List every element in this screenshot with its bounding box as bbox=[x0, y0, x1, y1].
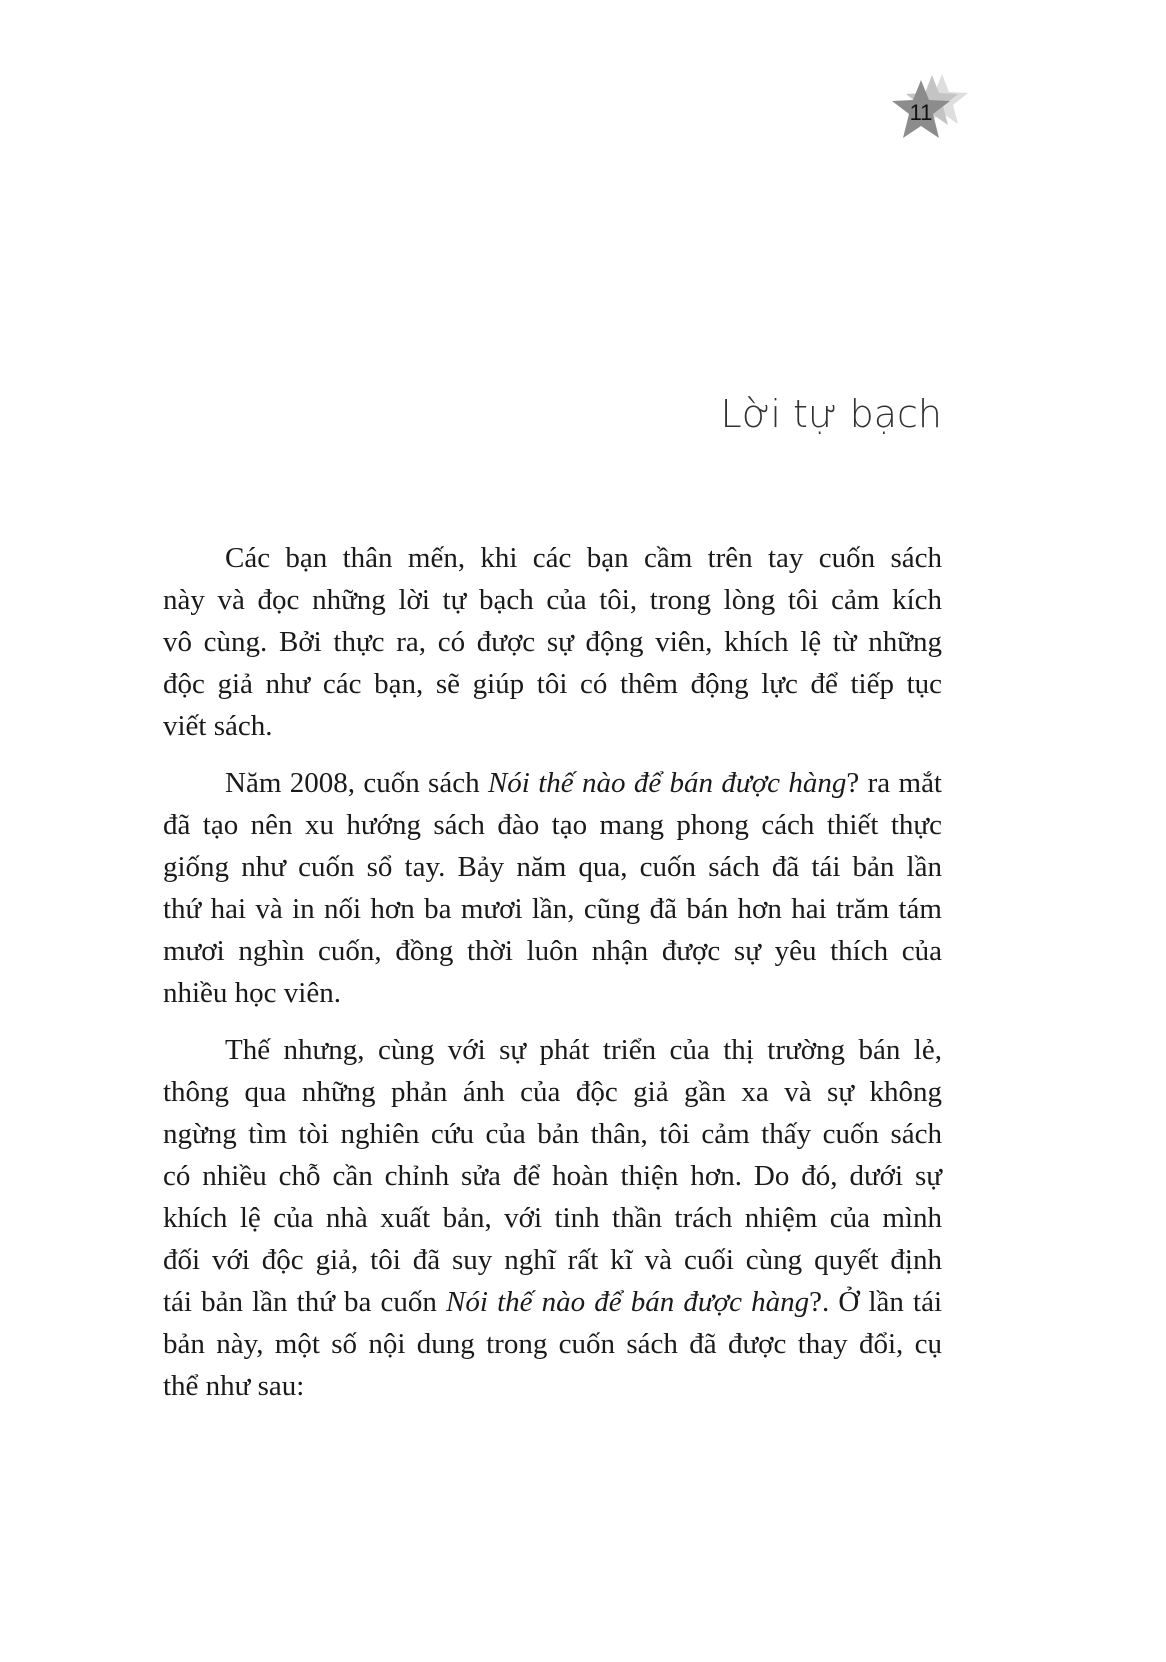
chapter-title: Lời tự bạch bbox=[720, 392, 942, 436]
text-segment: giống như cuốn sổ tay. Bảy năm qua, cuốn sách đã tái bản lần bbox=[163, 851, 942, 883]
text-segment: ngừng tìm tòi nghiên cứu của bản thân, tôi cảm thấy cuốn sách bbox=[163, 1118, 942, 1150]
text-segment: ? ra mắt bbox=[846, 767, 942, 799]
text-line bbox=[163, 579, 942, 621]
text-segment: bản này, một số nội dung trong cuốn sách đã được thay đổi, cụ bbox=[163, 1328, 942, 1360]
text-line bbox=[163, 846, 942, 888]
text-line bbox=[163, 1323, 942, 1365]
text-line bbox=[163, 972, 942, 1014]
text-line bbox=[163, 1365, 942, 1407]
text-line bbox=[163, 621, 942, 663]
text-line bbox=[163, 888, 942, 930]
text-line bbox=[163, 1197, 942, 1239]
text-segment: tái bản lần thứ ba cuốn bbox=[163, 1286, 447, 1318]
text-line bbox=[163, 1155, 942, 1197]
text-segment: thông qua những phản ánh của độc giả gần xa và sự không bbox=[163, 1076, 942, 1108]
body-text bbox=[163, 537, 942, 1422]
book-title-italic: Nói thế nào để bán được hàng bbox=[487, 767, 847, 799]
text-segment: độc giả như các bạn, sẽ giúp tôi có thêm động lực để tiếp tục bbox=[163, 668, 942, 700]
text-line bbox=[163, 663, 942, 705]
text-segment: viết sách. bbox=[163, 710, 273, 742]
paragraph bbox=[163, 762, 942, 1014]
text-segment: này và đọc những lời tự bạch của tôi, trong lòng tôi cảm kích bbox=[163, 584, 942, 616]
text-line bbox=[163, 804, 942, 846]
text-line bbox=[163, 930, 942, 972]
text-segment: Năm 2008, cuốn sách bbox=[225, 767, 488, 799]
text-line bbox=[163, 1113, 942, 1155]
text-segment: vô cùng. Bởi thực ra, có được sự động viên, khích lệ từ những bbox=[163, 626, 942, 658]
text-line bbox=[163, 705, 942, 747]
paragraph bbox=[163, 1029, 942, 1407]
text-segment: nhiều học viên. bbox=[163, 977, 341, 1009]
text-segment: khích lệ của nhà xuất bản, với tinh thần trách nhiệm của mình bbox=[163, 1202, 942, 1234]
book-title-italic: Nói thế nào để bán được hàng bbox=[446, 1286, 810, 1318]
text-line bbox=[163, 1029, 942, 1071]
text-segment: thể như sau: bbox=[163, 1370, 305, 1402]
page-number: 11 bbox=[909, 100, 933, 125]
text-segment: mươi nghìn cuốn, đồng thời luôn nhận được sự yêu thích của bbox=[163, 935, 942, 967]
text-line bbox=[163, 1071, 942, 1113]
text-segment: đã tạo nên xu hướng sách đào tạo mang phong cách thiết thực bbox=[163, 809, 942, 841]
text-line bbox=[163, 1281, 942, 1323]
paragraph bbox=[163, 537, 942, 747]
text-segment: ?. Ở lần tái bbox=[809, 1286, 943, 1318]
text-segment: đối với độc giả, tôi đã suy nghĩ rất kĩ và cuối cùng quyết định bbox=[163, 1244, 942, 1276]
text-segment: thứ hai và in nối hơn ba mươi lần, cũng đã bán hơn hai trăm tám bbox=[163, 893, 942, 925]
text-line bbox=[163, 1239, 942, 1281]
text-segment: có nhiều chỗ cần chỉnh sửa để hoàn thiện hơn. Do đó, dưới sự bbox=[163, 1160, 942, 1192]
text-segment: Thế nhưng, cùng với sự phát triển của thị trường bán lẻ, bbox=[225, 1034, 942, 1066]
text-line bbox=[163, 537, 942, 579]
text-segment: Các bạn thân mến, khi các bạn cầm trên tay cuốn sách bbox=[225, 542, 942, 574]
text-line bbox=[163, 762, 942, 804]
